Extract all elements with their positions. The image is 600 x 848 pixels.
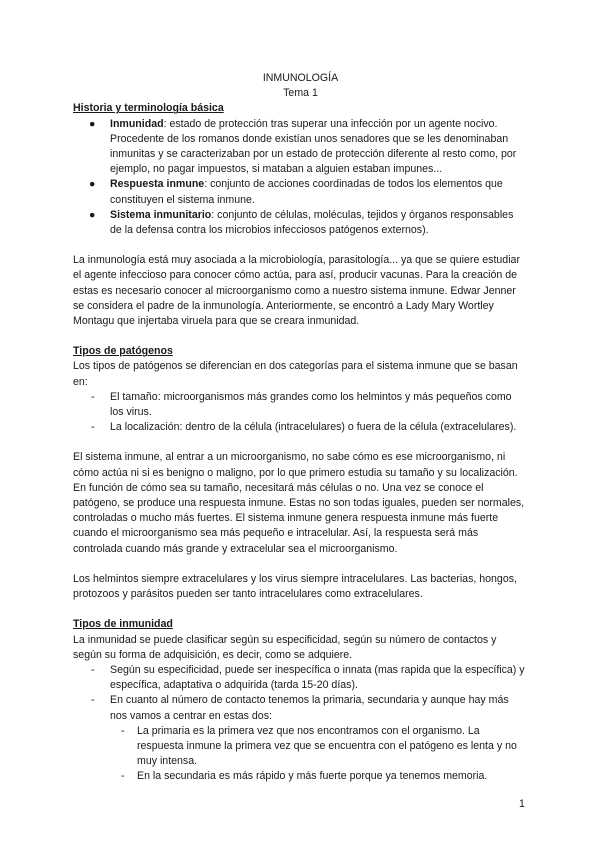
paragraph: Los helmintos siempre extracelulares y los virus siempre intracelulares. Las bacterias, hongos, protozoos y parásitos pueden ser tanto intracelulares como extracelulares. — [73, 572, 517, 601]
definitions-list — [73, 117, 528, 239]
document-title: INMUNOLOGÍA — [262, 72, 339, 84]
section-heading-patogenos: Tipos de patógenos — [73, 345, 173, 358]
list-item-text: La localización: dentro de la célula (intracelulares) o fuera de la célula (extracelulares). — [110, 421, 517, 434]
bullet-dash-icon: - — [121, 724, 125, 737]
term-label: Sistema inmunitario — [110, 208, 212, 221]
page-number: 1 — [519, 798, 525, 810]
bullet-dash-icon: - — [91, 390, 95, 403]
list-item — [73, 208, 528, 238]
list-item-text: La primaria es la primera vez que nos encontramos con el organismo. La respuesta inmune la primera vez que se encuentra con el patógeno es lenta y no muy intensa. — [137, 724, 517, 768]
bullet-dot-icon: ● — [89, 117, 96, 130]
document-subtitle: Tema 1 — [283, 87, 318, 100]
bullet-dash-icon: - — [91, 663, 95, 676]
document-page — [73, 70, 528, 785]
paragraph: Los tipos de patógenos se diferencian en dos categorías para el sistema inmune que se basan en: — [73, 360, 518, 388]
term-definition: : conjunto de células, moléculas, tejidos y órganos responsables de la defensa contra los microbios infecciosos patógenos externos). — [110, 208, 514, 237]
pathogen-criteria-list — [73, 390, 528, 436]
bullet-dash-icon: - — [91, 421, 95, 434]
list-item — [73, 663, 528, 693]
immunity-types-list — [73, 663, 528, 785]
list-item-text: En la secundaria es más rápido y más fuerte porque ya tenemos memoria. — [137, 770, 488, 783]
term-definition: : conjunto de acciones coordinadas de todos los elementos que constituyen el sistema inmune. — [110, 178, 503, 206]
section-heading-historia: Historia y terminología básica — [73, 102, 224, 115]
list-item-text: El tamaño: microorganismos más grandes como los helmintos y más pequeños como los virus. — [110, 390, 512, 419]
section-heading-inmunidad: Tipos de inmunidad — [73, 618, 173, 631]
bullet-dot-icon: ● — [89, 178, 96, 191]
list-item — [73, 693, 528, 784]
list-item — [73, 177, 528, 207]
term-label: Respuesta inmune — [110, 178, 205, 191]
paragraph: La inmunología está muy asociada a la microbiología, parasitología... ya que se quiere estudiar el agente infeccioso para conocer cómo actúa, para así, producir vacunas. Para la creación de estas es necesario conocer al microorganismo como a nuestro sistema inmune. Edwar Jenner se considera el padre de la inmunología. Anteriormente, se encontró a Lady Mary Wortley Montagu que injertaba viruela para que se creara inmunidad. — [73, 254, 520, 328]
list-item-text: Según su especificidad, puede ser inespecífica o innata (mas rapida que la específica) y específica, adaptativa o adquirida (tarda 15-20 días). — [110, 663, 525, 692]
term-definition: : estado de protección tras superar una infección por un agente nocivo. Procedente de los romanos donde existían unos senadores que se les denominaban inmunitas y se caracterizaban por un estado de protección diferente al resto como, por ejemplo, no pagar impuestos, si mataban a alguien estaban impunes... — [110, 117, 517, 176]
contact-types-sublist — [110, 724, 528, 785]
bullet-dash-icon: - — [91, 694, 95, 707]
list-item — [73, 390, 528, 420]
term-label: Inmunidad — [110, 117, 164, 130]
paragraph: La inmunidad se puede clasificar según su especificidad, según su número de contactos y según su forma de adquisición, es decir, como se adquiere. — [73, 633, 497, 661]
list-item — [110, 724, 528, 770]
bullet-dash-icon: - — [121, 770, 125, 783]
list-item — [110, 769, 528, 784]
bullet-dot-icon: ● — [89, 208, 96, 221]
list-item — [73, 117, 528, 178]
list-item — [73, 420, 528, 435]
list-item-text: En cuanto al número de contacto tenemos la primaria, secundaria y aunque hay más nos vamos a centrar en estas dos: — [110, 694, 509, 722]
paragraph: El sistema inmune, al entrar a un microorganismo, no sabe cómo es ese microorganismo, ni cómo actúa ni si es benigno o maligno, por lo que primero estudia su tamaño y su localización. En función de cómo sea su tamaño, necesitará más células o no. Una vez se conoce el patógeno, se produce una respuesta inmune. Estas no son todas iguales, pueden ser normales, controladas o mucho más fuertes. El sistema inmune genera respuesta inmune más fuerte cuando el microorganismo sea más pequeño e intracelular. Así, la respuesta será más controlada cuando más grande y extracelular sea el microorganismo. — [73, 451, 525, 555]
